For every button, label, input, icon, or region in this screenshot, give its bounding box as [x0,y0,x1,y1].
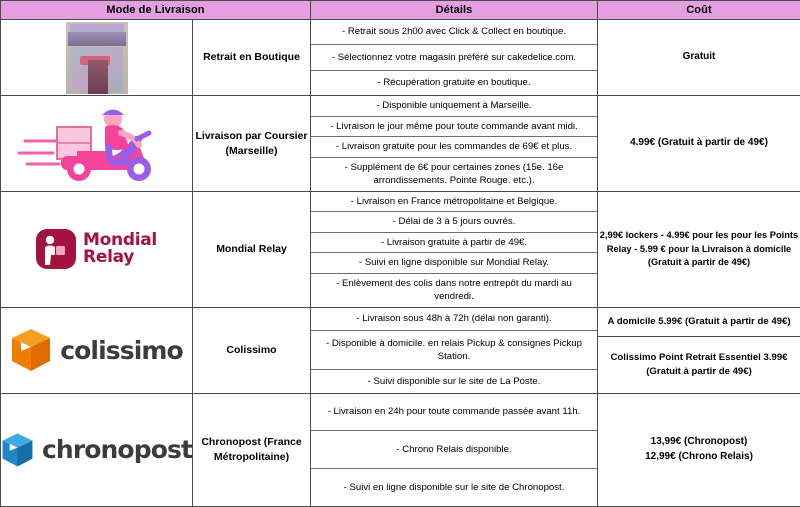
detail-line: - Livraison gratuite pour les commandes de 69€ et plus. [311,137,597,158]
cost-line-chronopost: 13,99€ (Chronopost) [598,435,800,450]
cost-line-domicile: A domicile 5.99€ (Gratuit à partir de 49€) [598,308,800,337]
chronopost-wordmark: chronopost [42,435,192,464]
detail-line: - Sélectionnez votre magasin préféré sur cakedelice.com. [311,45,597,70]
mode-name-line-1: Livraison par Coursier [193,129,310,143]
logo-cell-courier [1,96,193,192]
mode-name-line-1: Chronopost (France [193,435,310,449]
mondial-relay-word-2: Relay [83,249,157,266]
mode-name-mondial-relay: Mondial Relay [193,192,311,308]
mode-name-chronopost [193,393,311,506]
detail-line: - Livraison en 24h pour toute commande passée avant 11h. [311,394,597,431]
cost-cell-retrait: Gratuit [598,20,800,96]
detail-line: - Suivi disponible sur le site de La Poste. [311,370,597,393]
mondial-relay-word-1: Mondial [83,232,157,249]
detail-line: - Livraison sous 48h à 72h (délai non garanti). [311,308,597,331]
logo-cell-mondial-relay [1,192,193,308]
scooter-courier-illustration [17,101,177,187]
mondial-relay-wordmark [83,232,157,267]
details-cell-mondial-relay [311,192,598,308]
details-cell-coursier [311,96,598,192]
table-row [1,20,800,96]
logo-cell-storefront [1,20,193,96]
mondial-relay-logo [1,229,192,269]
table-row [1,192,800,308]
mode-name-line-2: Métropolitaine) [193,450,310,464]
logo-cell-chronopost [1,393,193,506]
details-cell-colissimo [311,307,598,393]
colissimo-logo [1,327,192,373]
colissimo-wordmark: colissimo [60,336,183,365]
mode-name-livraison-coursier [193,96,311,192]
details-cell-retrait [311,20,598,96]
chronopost-logo [1,427,192,473]
detail-line: - Chrono Relais disponible. [311,431,597,469]
detail-line: - Disponible uniquement à Marseille. [311,96,597,116]
detail-line: - Supplément de 6€ pour certaines zones (15e. 16e arrondissements. Pointe Rouge. etc.). [311,157,597,191]
detail-line: - Récupération gratuite en boutique. [311,70,597,95]
header-mode-de-livraison: Mode de Livraison [1,1,311,20]
detail-line: - Suivi en ligne disponible sur Mondial Relay. [311,253,597,273]
table-row [1,307,800,393]
detail-line: - Livraison le jour même pour toute commande avant midi. [311,116,597,137]
mode-name-colissimo: Colissimo [193,307,311,393]
detail-line: - Livraison gratuite à partir de 49€. [311,232,597,252]
cost-cell-colissimo [598,307,800,393]
cost-line-point-retrait: Colissimo Point Retrait Essentiel 3.99€ (Gratuit à partir de 49€) [598,336,800,392]
table-row [1,393,800,506]
cost-cell-mondial-relay: 2,99€ lockers - 4.99€ pour les pour les Points Relay - 5.99 € pour la Livraison à domicile (Gratuit à partir de 49€) [598,192,800,308]
cost-cell-coursier: 4.99€ (Gratuit à partir de 49€) [598,96,800,192]
colissimo-cube-icon [10,327,52,373]
chronopost-cube-icon [1,427,34,473]
mondial-relay-badge-icon [36,229,76,269]
detail-line: - Retrait sous 2h00 avec Click & Collect en boutique. [311,20,597,45]
table-header-row [1,1,800,20]
detail-line: - Enlèvement des colis dans notre entrepôt du mardi au vendredi. [311,273,597,306]
logo-cell-colissimo [1,307,193,393]
table-row [1,96,800,192]
detail-line: - Suivi en ligne disponible sur le site de Chronopost. [311,468,597,505]
header-cout: Coût [598,1,800,20]
mode-name-retrait-en-boutique: Retrait en Boutique [193,20,311,96]
cost-line-chrono-relais: 12,99€ (Chrono Relais) [598,450,800,465]
cost-cell-chronopost [598,393,800,506]
detail-line: - Délai de 3 à 5 jours ouvrés. [311,212,597,232]
details-cell-chronopost [311,393,598,506]
detail-line: - Livraison en France métropolitaine et Belgique. [311,192,597,212]
detail-line: - Disponible à domicile. en relais Pickup & consignes Pickup Station. [311,331,597,370]
header-details: Détails [311,1,598,20]
mode-name-line-2: (Marseille) [193,144,310,158]
storefront-photo [66,22,128,94]
